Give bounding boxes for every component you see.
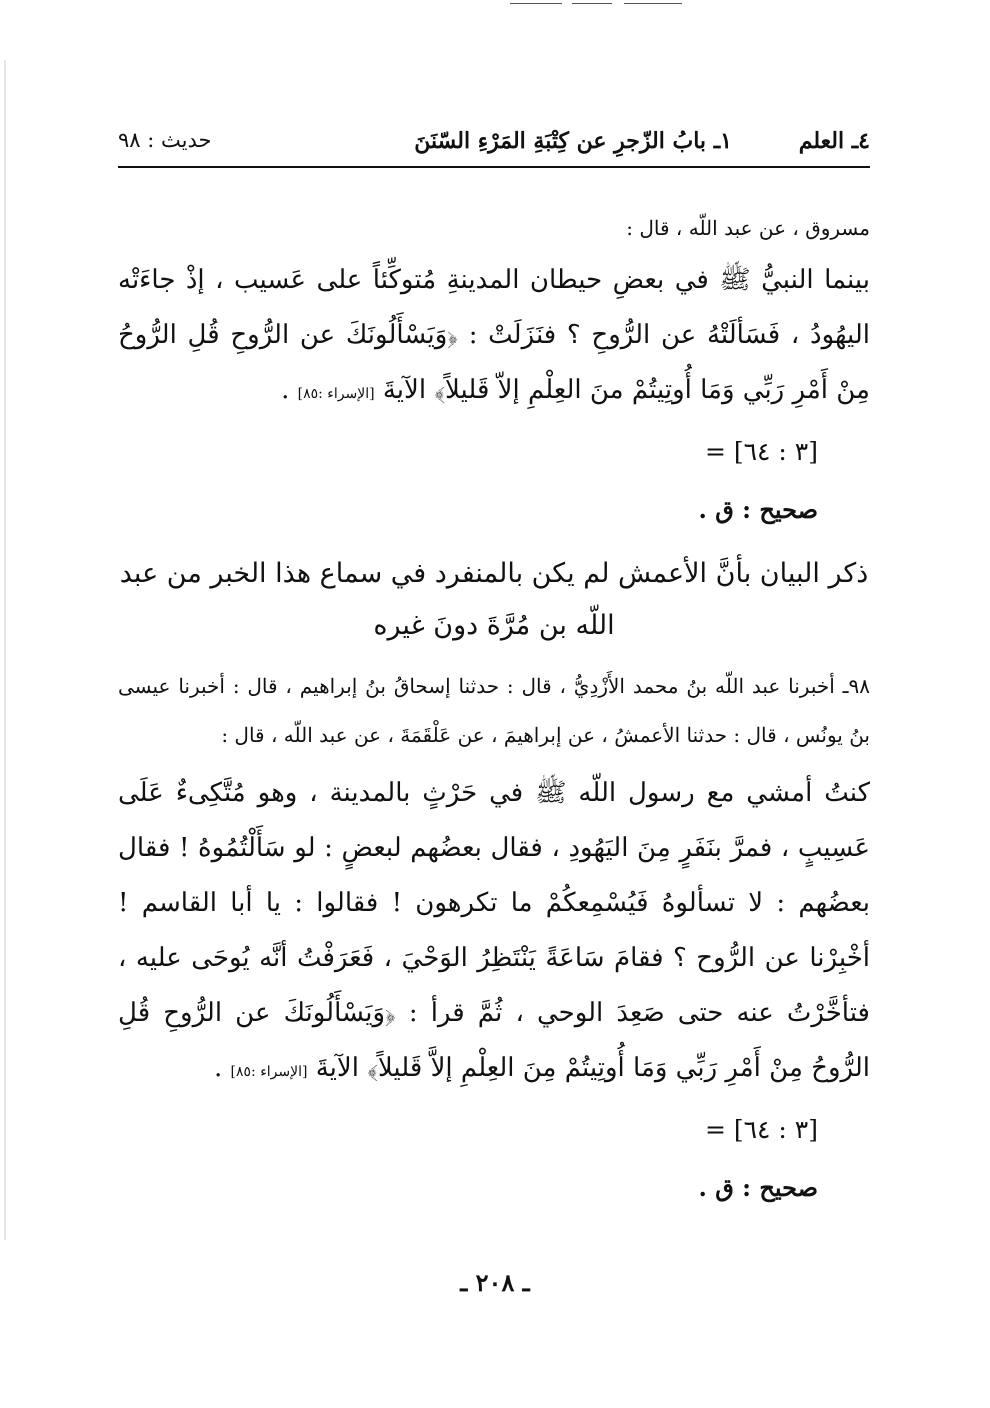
page-edge-shadow: [4, 60, 6, 1240]
isnad-chain: ٩٨ـ أخبرنا عبد اللّه بنُ محمد الأَزْدِيُّ ، قال : حدثنا إسحاقُ بنُ إبراهيم ، قال : أخبرنا عيسى بنُ يونُس ، قال : حدثنا الأعمشُ ، عن إبراهيمَ ، عن عَلْقَمَةَ ، عن عبد اللّه ، قال :: [118, 674, 870, 747]
section-heading: ذكر البيان بأنَّ الأعمش لم يكن بالمنفرد في سماع هذا الخبر من عبد اللّه بن مُرَّةَ دونَ غيره: [119, 558, 869, 641]
header-hadith-number: حديث : ٩٨: [118, 128, 212, 152]
header-rule: [118, 166, 870, 168]
quran-reference-1: [الإسراء :٨٥]: [297, 386, 375, 402]
grading-1: صحيح : ق .: [698, 495, 818, 524]
hadith-text-1-main: بينما النبيُّ ﷺ في بعضِ حيطان المدينةِ مُتوكِّئاً على عَسيب ، إذْ جاءَتْه اليهُودُ ، فَسَألَتْهُ عن الرُّوحِ ؟ فنَزَلَتْ : ﴿وَيَسْأَلُونَكَ عن الرُّوحِ قُلِ الرُّوحُ مِنْ أَمْرِ رَبِّي وَمَا أُوتِيتُمْ منَ العِلْمِ إلاّ قَليلاً﴾ الآيةَ: [118, 265, 870, 405]
narration-intro: مسروق ، عن عبد اللّه ، قال :: [626, 216, 870, 240]
header-book-title: ٤ـ العلم: [798, 128, 870, 154]
top-scan-marks: [510, 0, 690, 8]
grading-2: صحيح : ق .: [698, 1173, 818, 1202]
running-header: [118, 128, 870, 164]
cross-reference-2: = [٣ : ٦٤]: [704, 1115, 818, 1144]
hadith-text-2: [118, 766, 870, 1100]
page-number: ـ ٢٠٨ ـ: [460, 1268, 530, 1297]
hadith-text-2-end: .: [213, 1053, 231, 1083]
page-content: [118, 204, 870, 1216]
header-chapter-title: ١ـ بابُ الزّجرِ عن كِتْبَةِ المَرْءِ السّنَنَ: [414, 128, 732, 154]
hadith-text-2-main: كنتُ أمشي مع رسول اللّه ﷺ في حَرْثٍ بالمدينة ، وهو مُتَّكِىءٌ عَلَى عَسِيبٍ ، فمرَّ بنَفَرٍ مِنَ اليَهُودِ ، فقال بعضُهم لبعضٍ : لو سَأَلْتُمُوهُ ! فقال بعضُهم : لا تسألوهُ فَيُسْمِعكُمْ ما تكرهون ! فقالوا : يا أبا القاسم ! أخْبِرْنا عن الرُّوح ؟ فقامَ سَاعَةً يَنْتَظِرُ الوَحْيَ ، فَعَرَفْتُ أنَّه يُوحَى عليه ، فتأخَّرْتُ عنه حتى صَعِدَ الوحي ، ثُمَّ قرأ : ﴿وَيَسْأَلُونَكَ عن الرُّوحِ قُلِ الرُّوحُ مِنْ أَمْرِ رَبِّي وَمَا أُوتِيتُمْ مِنَ العِلْمِ إلاَّ قَليلاً﴾ الآيةَ: [118, 778, 870, 1083]
hadith-text-1-end: .: [281, 375, 298, 405]
cross-reference-1: = [٣ : ٦٤]: [704, 437, 818, 466]
quran-reference-2: [الإسراء :٨٥]: [230, 1064, 308, 1080]
hadith-text-1: [118, 253, 870, 422]
